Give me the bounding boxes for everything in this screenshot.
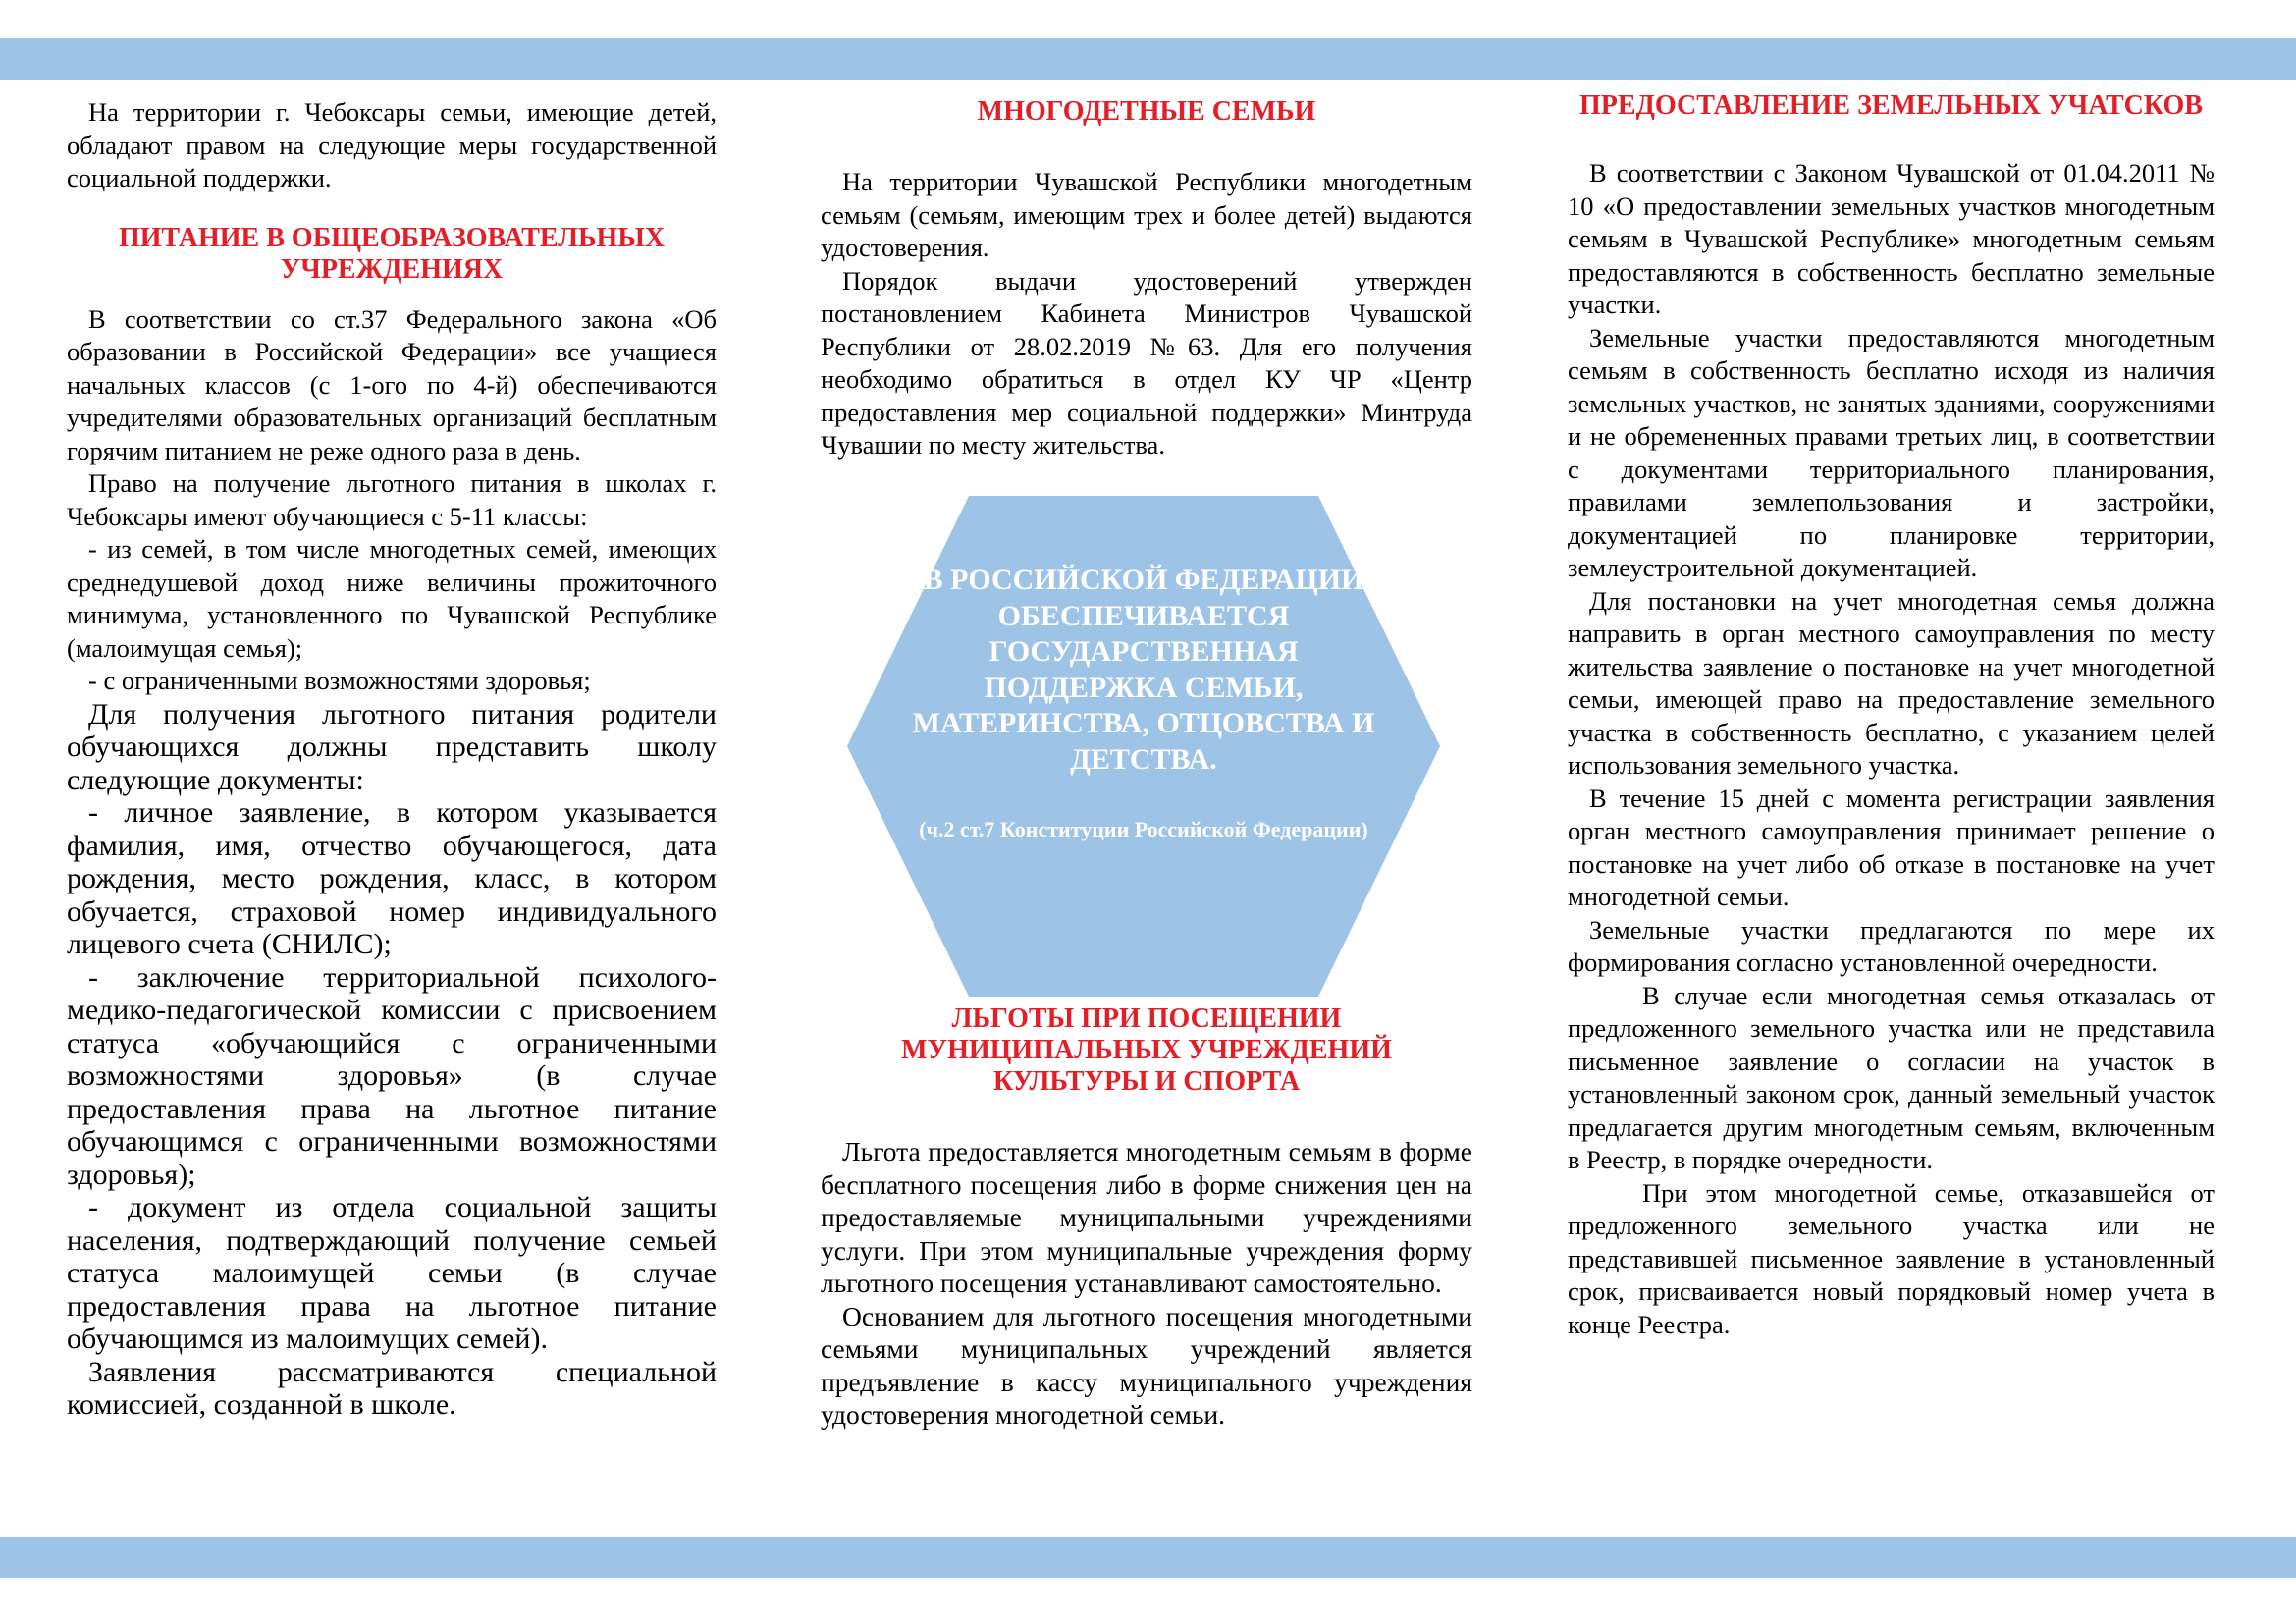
constitution-hexagon <box>847 496 1440 997</box>
benefits-paragraph-2: Основанием для льготного посещения многодетными семьями муниципальных учреждений является предъявление в кассу муниципального учреждения удостоверения многодетной семьи. <box>821 1300 1472 1430</box>
right-column <box>1568 90 2215 1341</box>
large-families-paragraph-1: На территории Чувашской Республики многодетным семьям (семьям, имеющим трех и более детей) выдаются удостоверения. <box>821 167 1472 262</box>
nutrition-paragraph-3: - из семей, в том числе многодетных семей, имеющих среднедушевой доход ниже величины прожиточного минимума, установленного по Чувашской Республике (малоимущая семья); <box>67 534 717 663</box>
left-column <box>67 96 717 1422</box>
documents-intro-paragraph: Для получения льготного питания родители обучающихся должны представить школу следующие документы: <box>67 697 717 796</box>
land-paragraph-5: Земельные участки предлагаются по мере их формирования согласно установленной очередности. <box>1568 914 2215 977</box>
nutrition-heading: ПИТАНИЕ В ОБЩЕОБРАЗОВАТЕЛЬНЫХ УЧРЕЖДЕНИЯХ <box>118 222 666 285</box>
large-families-heading: МНОГОДЕТНЫЕ СЕМЬИ <box>977 96 1316 127</box>
benefits-heading: ЛЬГОТЫ ПРИ ПОСЕЩЕНИИ МУНИЦИПАЛЬНЫХ УЧРЕЖДЕНИЙ КУЛЬТУРЫ И СПОРТА <box>901 1003 1392 1097</box>
documents-item-social-protection: - документ из отдела социальной защиты населения, подтверждающий получение семьей статуса малоимущей семьи (в случае предоставления права на льготное питание обучающимся из малоимущих семей). <box>67 1191 717 1355</box>
bottom-decorative-band <box>0 1537 2296 1578</box>
land-paragraph-3: Для постановки на учет многодетная семья должна направить в орган местного самоуправления по месту жительства заявление о постановке на учет многодетной семьи, имеющей право на предоставление земельного участка в собственность бесплатно, с указанием целей использования земельного участка. <box>1568 585 2215 780</box>
nutrition-paragraph-4: - с ограниченными возможностями здоровья; <box>88 666 591 695</box>
land-paragraph-4: В течение 15 дней с момента регистрации заявления орган местного самоуправления принимает решение о постановке на учет либо об отказе в постановке на учет многодетной семьи. <box>1568 783 2215 911</box>
benefits-paragraph-1: Льгота предоставляется многодетным семьям в форме бесплатного посещения либо в форме снижения цен на предоставляемые муниципальными учреждениями услуги. При этом муниципальные учреждения форму льготного посещения устанавливают самостоятельно. <box>821 1136 1472 1298</box>
land-paragraph-7: При этом многодетной семье, отказавшейся от предложенного земельного участка или не представившей письменное заявление в установленный срок, присваивается новый порядковый номер учета в конце Реестра. <box>1568 1177 2215 1339</box>
middle-column-lower <box>821 1003 1472 1432</box>
constitution-citation: (ч.2 ст.7 Конституции Российской Федерации) <box>919 817 1368 841</box>
documents-item-commission: - заключение территориальной психолого-медико-педагогической комиссии с присвоением статуса «обучающийся с ограниченными возможностями здоровья» (в случае предоставления права на льготное питание обучающимся с ограниченными возможностями здоровья); <box>67 960 717 1191</box>
nutrition-paragraph-1: В соответствии со ст.37 Федерального закона «Об образовании в Российской Федерации» все учащиеся начальных классов (с 1-ого по 4-й) обеспечиваются учредителями образовательных организаций бесплатным горячим питанием не реже одного раза в день. <box>67 303 717 465</box>
hexagon-text <box>906 563 1381 843</box>
top-decorative-band <box>0 38 2296 80</box>
large-families-paragraph-2: Порядок выдачи удостоверений утвержден постановлением Кабинета Министров Чувашской Республики от 28.02.2019 №63. Для его получения необходимо обратиться в отдел КУ ЧР «Центр предоставления мер социальной поддержки» Минтруда Чувашии по месту жительства. <box>821 265 1472 460</box>
constitution-statement: В РОССИЙСКОЙ ФЕДЕРАЦИИ ОБЕСПЕЧИВАЕТСЯ ГОСУДАРСТВЕННАЯ ПОДДЕРЖКА СЕМЬИ, МАТЕРИНСТВА, ОТЦОВСТВА И ДЕТСТВА. <box>912 564 1375 776</box>
nutrition-paragraph-2: Право на получение льготного питания в школах г. Чебоксары имеют обучающиеся с 5-11 классы: <box>67 468 717 531</box>
documents-review-paragraph: Заявления рассматриваются специальной комиссией, созданной в школе. <box>67 1355 717 1421</box>
land-paragraph-1: В соответствии с Законом Чувашской от 01.04.2011 № 10 «О предоставлении земельных участков многодетным семьям в Чувашской Республике» многодетным семьям предоставляются в собственность бесплатно земельные участки. <box>1568 158 2215 319</box>
documents-item-application: - личное заявление, в котором указывается фамилия, имя, отчество обучающегося, дата рождения, место рождения, класс, в котором обучается, страховой номер индивидуального лицевого счета (СНИЛС); <box>67 796 717 960</box>
land-paragraph-6: В случае если многодетная семья отказалась от предложенного земельного участка или не представила письменное заявление о согласии на участок в установленный законом срок, данный земельный участок предлагается другим многодетным семьям, включенным в Реестр, в порядке очередности. <box>1568 980 2215 1174</box>
land-paragraph-2: Земельные участки предоставляются многодетным семьям в собственность бесплатно исходя из наличия земельных участков, не занятых зданиями, сооружениями и не обремененных правами третьих лиц, в соответствии с документами территориального планирования, правилами землепользования и застройки, документацией по планировке территории, землеустроительной документацией. <box>1568 322 2215 582</box>
land-heading: ПРЕДОСТАВЛЕНИЕ ЗЕМЕЛЬНЫХ УЧАТСКОВ <box>1579 90 2203 121</box>
middle-column <box>821 96 1472 462</box>
intro-paragraph: На территории г. Чебоксары семьи, имеющие детей, обладают правом на следующие меры государственной социальной поддержки. <box>67 97 717 192</box>
